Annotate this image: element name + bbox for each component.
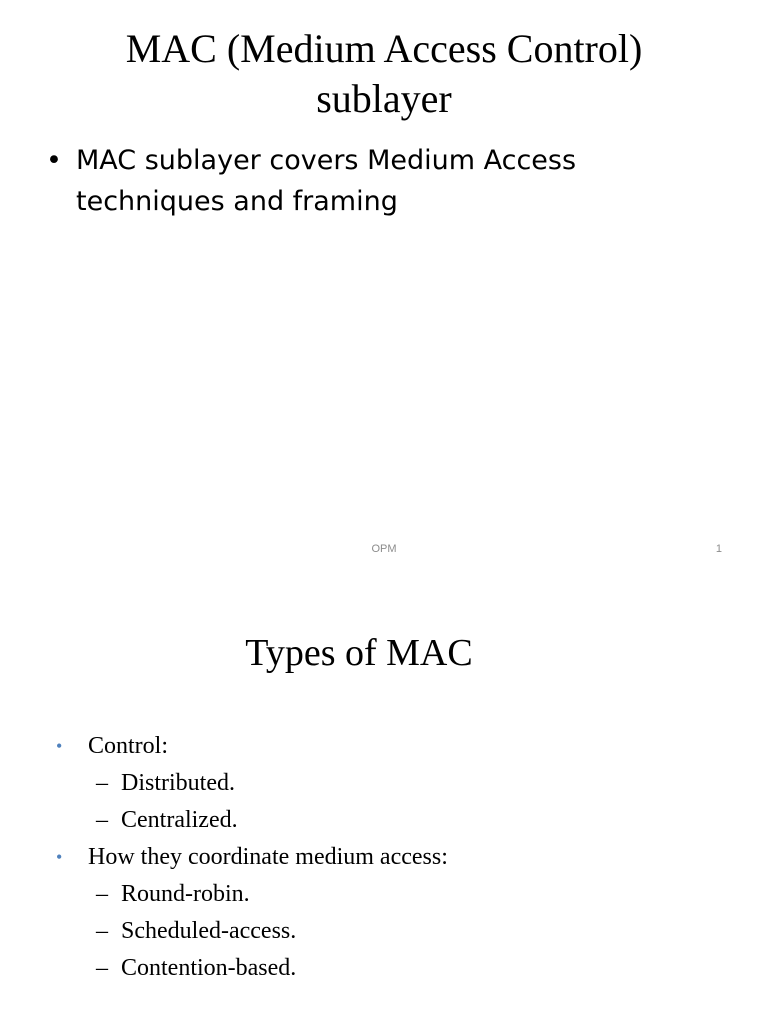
dash-icon: –: [96, 770, 108, 796]
sub-list-item: [56, 913, 736, 950]
bullet-text-line: techniques and framing: [76, 186, 398, 217]
bullet-icon: •: [56, 847, 63, 867]
sub-list-item-label: Round-robin.: [121, 881, 250, 907]
sub-list-item: [56, 950, 736, 987]
slide-title: Types of MAC: [245, 632, 473, 674]
list-item-label: Control:: [88, 733, 169, 759]
page-number: 1: [715, 543, 722, 555]
sub-list-item: [56, 802, 736, 839]
dash-icon: –: [96, 955, 108, 981]
list-item: [56, 728, 736, 765]
dash-icon: –: [96, 807, 108, 833]
bullet-list: [56, 728, 736, 987]
footer-label: OPM: [371, 543, 397, 555]
dash-icon: –: [96, 918, 108, 944]
slide-title-line: sublayer: [316, 76, 452, 121]
slide-2: [0, 576, 768, 1024]
bullet-icon: •: [56, 736, 63, 756]
dash-icon: –: [96, 881, 108, 907]
sub-list-item-label: Centralized.: [121, 807, 238, 833]
sub-list-item-label: Distributed.: [121, 770, 235, 796]
bullet-text: [76, 140, 576, 222]
list-item: [56, 839, 736, 876]
slide-title: [0, 24, 768, 124]
bullet-text-line: MAC sublayer covers Medium Access: [76, 145, 577, 176]
sub-list-item-label: Scheduled-access.: [121, 918, 297, 944]
sub-list-item: [56, 876, 736, 913]
slide-title-line: MAC (Medium Access Control): [125, 26, 643, 71]
bullet-item: [46, 140, 726, 222]
bullet-icon: •: [46, 145, 62, 176]
sub-list-item-label: Contention-based.: [121, 955, 297, 981]
list-item-label: How they coordinate medium access:: [88, 844, 448, 870]
sub-list-item: [56, 765, 736, 802]
